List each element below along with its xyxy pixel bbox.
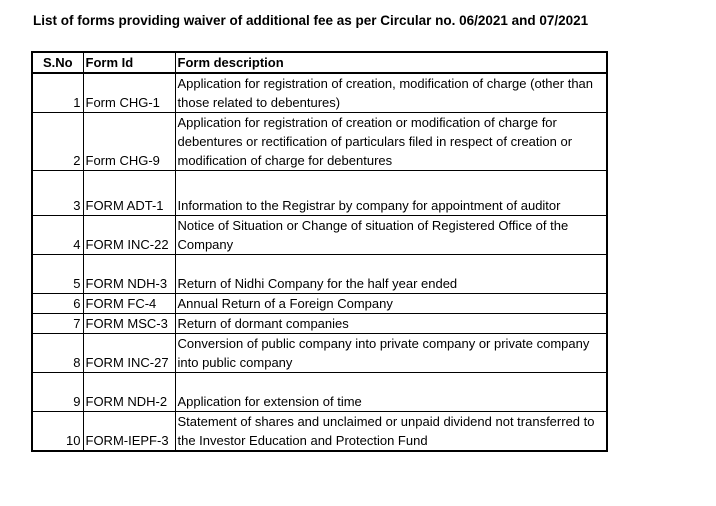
table-row: [32, 373, 607, 412]
row-description: Information to the Registrar by company for appointment of auditor: [175, 171, 607, 216]
row-description: Application for extension of time: [175, 373, 607, 412]
row-description: Application for registration of creation or modification of charge for debentures or rectification of particulars filed in respect of creation or modification of charge for debentures: [175, 113, 607, 171]
row-sno: 1: [32, 73, 83, 113]
page-title: List of forms providing waiver of additional fee as per Circular no. 06/2021 and 07/2021: [33, 13, 589, 28]
table-row: [32, 294, 607, 314]
row-description: Application for registration of creation, modification of charge (other than those related to debentures): [175, 73, 607, 113]
table-row: [32, 334, 607, 373]
table-header-row: [32, 52, 607, 73]
header-form-description: Form description: [175, 52, 607, 73]
row-form-id: FORM INC-22: [83, 216, 175, 255]
row-form-id: FORM FC-4: [83, 294, 175, 314]
row-form-id: FORM MSC-3: [83, 314, 175, 334]
table-row: [32, 412, 607, 452]
table-row: [32, 73, 607, 113]
row-form-id: Form CHG-1: [83, 73, 175, 113]
row-sno: 4: [32, 216, 83, 255]
table-row: [32, 314, 607, 334]
table-row: [32, 113, 607, 171]
row-sno: 6: [32, 294, 83, 314]
table-row: [32, 216, 607, 255]
row-description: Return of Nidhi Company for the half year ended: [175, 255, 607, 294]
header-form-id: Form Id: [83, 52, 175, 73]
table-row: [32, 255, 607, 294]
row-form-id: FORM INC-27: [83, 334, 175, 373]
row-form-id: FORM NDH-3: [83, 255, 175, 294]
row-sno: 8: [32, 334, 83, 373]
row-description: Notice of Situation or Change of situation of Registered Office of the Company: [175, 216, 607, 255]
row-form-id: Form CHG-9: [83, 113, 175, 171]
row-description: Return of dormant companies: [175, 314, 607, 334]
header-sno: S.No: [32, 52, 83, 73]
row-sno: 9: [32, 373, 83, 412]
row-form-id: FORM ADT-1: [83, 171, 175, 216]
row-sno: 5: [32, 255, 83, 294]
row-sno: 10: [32, 412, 83, 452]
row-form-id: FORM NDH-2: [83, 373, 175, 412]
table-row: [32, 171, 607, 216]
row-description: Annual Return of a Foreign Company: [175, 294, 607, 314]
row-sno: 2: [32, 113, 83, 171]
row-form-id: FORM-IEPF-3: [83, 412, 175, 452]
row-sno: 3: [32, 171, 83, 216]
row-description: Statement of shares and unclaimed or unpaid dividend not transferred to the Investor Education and Protection Fund: [175, 412, 607, 452]
row-description: Conversion of public company into private company or private company into public company: [175, 334, 607, 373]
forms-table: [31, 51, 608, 452]
row-sno: 7: [32, 314, 83, 334]
